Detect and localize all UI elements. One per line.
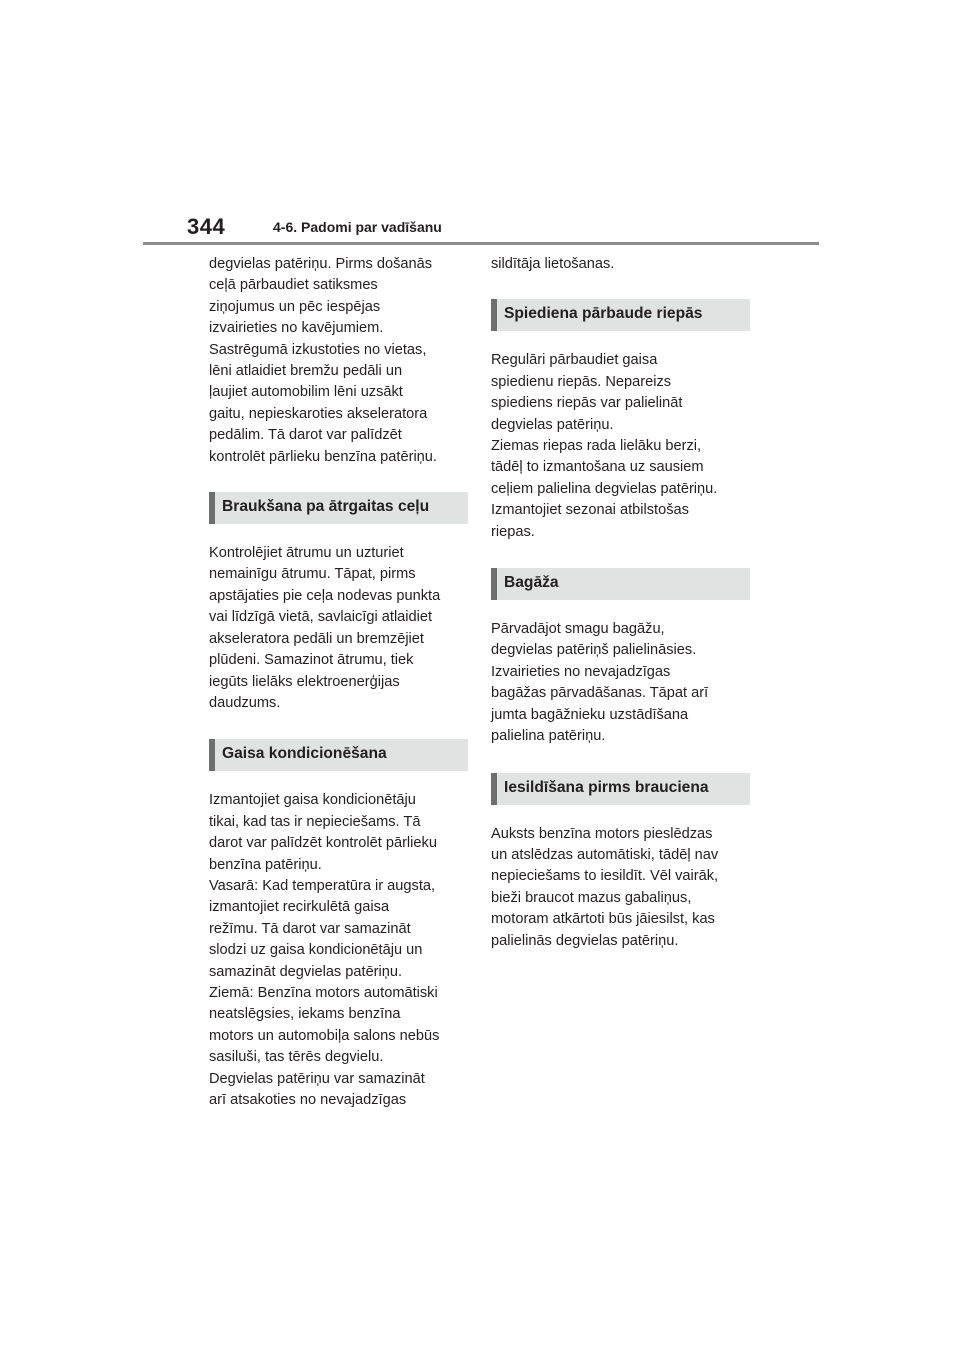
warm-up-paragraph: Auksts benzīna motors pieslēdzas un atslēdzas automātiski, tādēļ nav nepieciešams to iesildīt. Vēl vairāk, bieži braucot mazus gabaliņus, motoram atkārtoti būs jāiesilst, kas palielinās degvielas patēriņu.: [491, 825, 719, 949]
right-column: [491, 254, 753, 952]
header-divider: [143, 242, 819, 245]
left-column: [209, 254, 471, 1111]
heading-warm-up: Iesildīšana pirms brauciena: [491, 773, 750, 805]
continued-paragraph: sildītāja lietošanas.: [491, 256, 615, 272]
intro-paragraph: degvielas patēriņu. Pirms došanās ceļā pārbaudiet satiksmes ziņojumus un pēc iespējas izvairieties no kavējumiem. Sastrēgumā izkustoties no vietas, lēni atlaidiet bremžu pedāli un ļaujiet automobilim lēni uzsākt gaitu, nepieskaroties akseleratora pedālim. Tā darot var palīdzēt kontrolēt pārlieku benzīna patēriņu.: [209, 256, 437, 465]
heading-air-conditioning: Gaisa kondicionēšana: [209, 739, 468, 771]
section-title: 4-6. Padomi par vadīšanu: [273, 219, 442, 235]
highway-paragraph: Kontrolējiet ātrumu un uzturiet nemainīgu ātrumu. Tāpat, pirms apstājaties pie ceļa nodevas punkta vai līdzīgā vietā, savlaicīgi atlaidiet akseleratora pedāli un bremzējiet plūdeni. Samazinot ātrumu, tiek iegūts lielāks elektroenerģijas daudzums.: [209, 545, 441, 711]
luggage-paragraph: Pārvadājot smagu bagāžu, degvielas patēriņš palielināsies. Izvairieties no nevajadzīgas bagāžas pārvadāšanas. Tāpat arī jumta bagāžnieku uzstādīšana palielina patēriņu.: [491, 621, 709, 745]
page-number: 344: [187, 214, 226, 239]
heading-luggage: Bagāža: [491, 568, 750, 600]
heading-tire-pressure: Spiediena pārbaude riepās: [491, 299, 750, 331]
tire-pressure-paragraph: Regulāri pārbaudiet gaisa spiedienu riepās. Nepareizs spiediens riepās var palielināt degvielas patēriņu. Ziemas riepas rada lielāku berzi, tādēļ to izmantošana uz sausiem ceļiem palielina degvielas patēriņu. Izmantojiet sezonai atbilstošas riepas.: [491, 352, 718, 540]
heading-highway: Braukšana pa ātrgaitas ceļu: [209, 492, 468, 524]
air-conditioning-paragraph: Izmantojiet gaisa kondicionētāju tikai, kad tas ir nepieciešams. Tā darot var palīdzēt kontrolēt pārlieku benzīna patēriņu. Vasarā: Kad temperatūra ir augsta, izmantojiet recirkulētā gaisa režīmu. Tā darot var samazināt slodzi uz gaisa kondicionētāju un samazināt degvielas patēriņu. Ziemā: Benzīna motors automātiski neatslēgsies, iekams benzīna motors un automobiļa salons nebūs sasiluši, tas tērēs degvielu. Degvielas patēriņu var samazināt arī atsakoties no nevajadzīgas: [209, 792, 440, 1108]
